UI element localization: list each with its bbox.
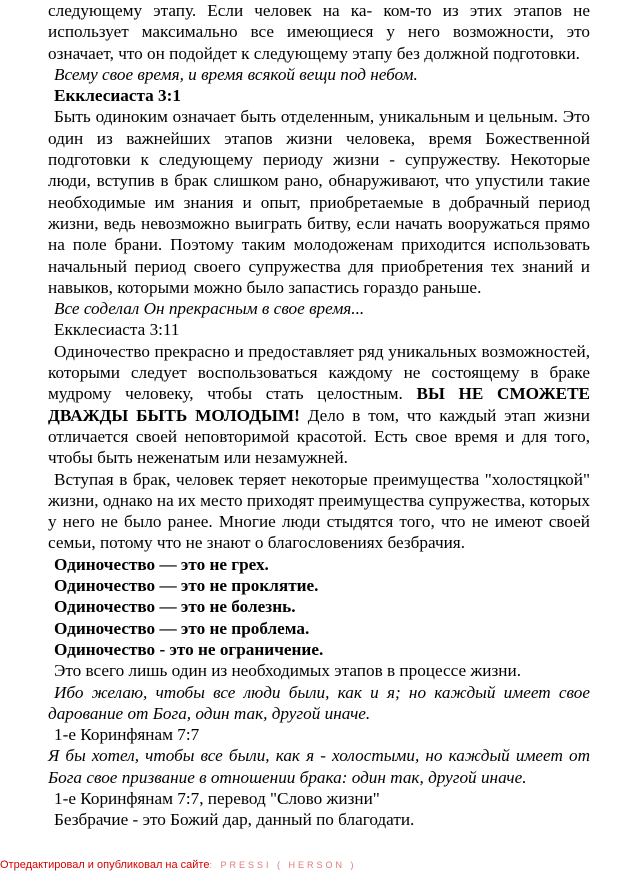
scripture-quote: Ибо желаю, чтобы все люди были, как и я; но каждый имеет свое дарование от Бога, один так, другой иначе. [48,682,590,723]
paragraph [48,341,590,469]
scripture-quote: Всему свое время, и время всякой вещи под небом. [54,64,418,84]
paragraph-text: Одиночество прекрасно и предоставляет ряд уникальных возможностей, которыми следует воспользоваться каждому не состоящему в браке мудрому человеку, чтобы стать целостным. [48,341,590,404]
paragraph: Это всего лишь один из необходимых этапов в процессе жизни. [54,661,521,681]
footer-credit [0,859,356,871]
footer-site-link[interactable]: : PRESSI ( HERSON ) [209,860,357,870]
scripture-quote: Все соделал Он прекрасным в свое время... [54,299,365,319]
scripture-reference: Екклесиаста 3:1 [54,86,181,106]
list-item: Одиночество — это не проблема. [54,618,310,638]
paragraph: Безбрачие - это Божий дар, данный по благодати. [54,810,415,830]
document-page [48,0,590,831]
scripture-reference: 1-е Коринфянам 7:7 [54,725,200,745]
scripture-reference: 1-е Коринфянам 7:7, перевод "Слово жизни" [54,788,380,808]
scripture-quote: Я бы хотел, чтобы все были, как я - холостыми, но каждый имеет от Бога свое призвание в отношении брака: один так, другой иначе. [48,746,590,787]
list-item: Одиночество - это не ограничение. [54,639,324,659]
list-item: Одиночество — это не болезнь. [54,597,296,617]
footer-text: Отредактировал и опубликовал на сайте [0,859,210,871]
list-item: Одиночество — это не проклятие. [54,576,319,596]
list-item: Одиночество — это не грех. [54,554,269,574]
paragraph-continuation: следующему этапу. Если человек на ка- ком-то из этих этапов не использует максимально все имеющиеся у него возможности, это означает, что он подойдет к следующему этапу без должной подготовки. [48,1,590,63]
paragraph-text: Дело в том, что каждый этап жизни отличается своей неповторимой красотой. Есть свое время и для того, чтобы быть неженатым или незамужней. [48,405,591,468]
paragraph: Вступая в брак, человек теряет некоторые преимущества "холостяцкой" жизни, однако на их место приходят преимущества супружества, которых у него не было ранее. Многие люди стыдятся того, что не имеют своей семьи, потому что не знают о благословениях безбрачия. [48,469,590,553]
paragraph: Быть одиноким означает быть отделенным, уникальным и цельным. Это один из важнейших этапов жизни человека, время Божественной подготовки к следующему периоду жизни - супружеству. Некоторые люди, вступив в брак слишком рано, обнаруживают, что упустили такие необходимые им знания и опыт, приобретаемые в добрачный период жизни, ведь невозможно выиграть битву, если начать вооружаться прямо на поле брани. Поэтому таким молодоженам приходится использовать начальный период своего супружества для приобретения тех знаний и навыков, которыми можно было запастись гораздо раньше. [48,107,590,297]
scripture-reference: Екклесиаста 3:11 [54,320,180,340]
emphasis-text: ВЫ НЕ СМОЖЕТЕ ДВАЖДЫ БЫТЬ МОЛОДЫМ! [48,384,591,425]
